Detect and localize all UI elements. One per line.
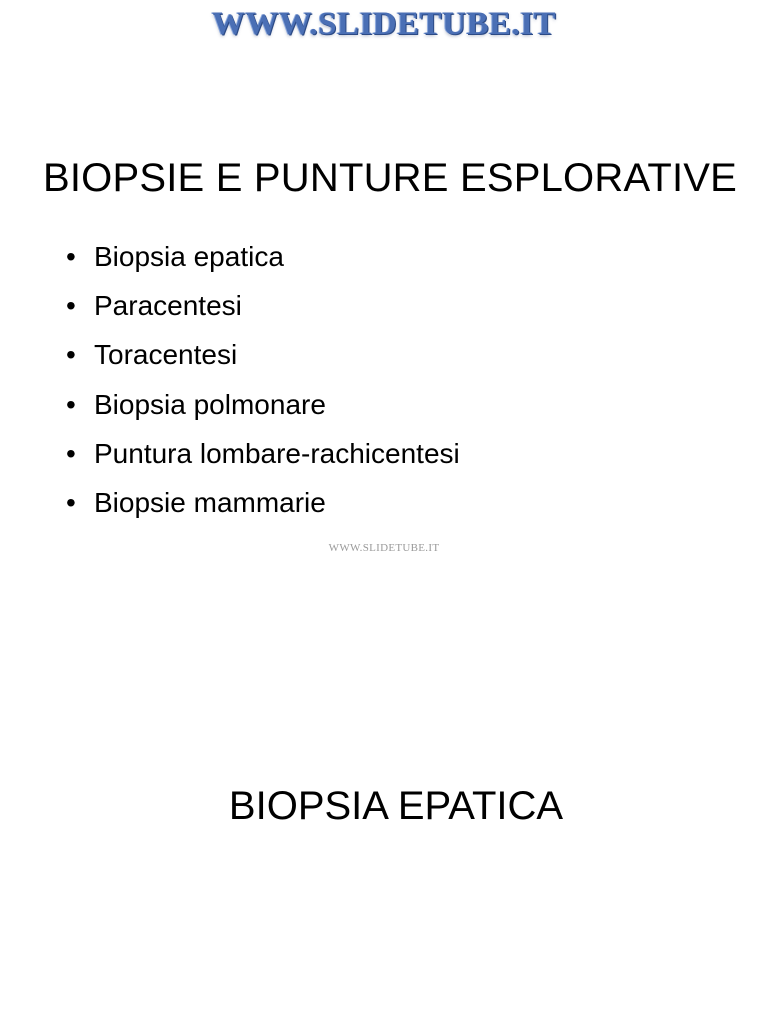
list-item-text: Puntura lombare-rachicentesi xyxy=(94,437,460,469)
list-item-text: Paracentesi xyxy=(94,290,242,322)
list-item xyxy=(66,232,460,281)
bullet-icon: • xyxy=(66,388,76,420)
list-item xyxy=(66,281,460,330)
site-watermark-logo xyxy=(0,4,768,44)
bullet-icon: • xyxy=(66,241,76,272)
second-slide-title: BIOPSIA EPATICA xyxy=(228,784,564,828)
list-item xyxy=(66,429,460,478)
list-item xyxy=(66,330,460,379)
bullet-icon: • xyxy=(66,437,76,469)
slide-title: BIOPSIE E PUNTURE ESPLORATIVE xyxy=(42,156,738,200)
list-item xyxy=(66,478,460,527)
bullet-list xyxy=(66,232,460,527)
small-watermark: WWW.SLIDETUBE.IT xyxy=(328,542,440,554)
list-item-text: Biopsia epatica xyxy=(94,241,284,272)
list-item-text: Toracentesi xyxy=(94,339,238,371)
site-watermark-text: WWW.SLIDETUBE.IT xyxy=(211,6,557,42)
bullet-icon: • xyxy=(66,339,76,371)
bullet-icon: • xyxy=(66,290,76,322)
list-item xyxy=(66,380,460,429)
list-item-text: Biopsia polmonare xyxy=(94,388,326,420)
bullet-icon: • xyxy=(66,487,76,519)
list-item-text: Biopsie mammarie xyxy=(94,487,326,519)
